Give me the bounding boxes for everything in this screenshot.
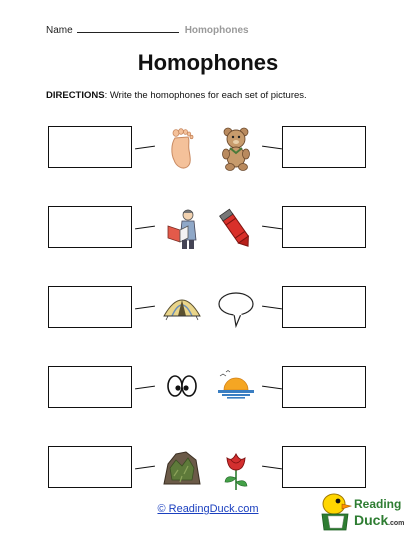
connector-line bbox=[135, 306, 155, 310]
sunset-icon bbox=[216, 366, 256, 412]
connector-line bbox=[262, 466, 282, 470]
rock-icon bbox=[162, 446, 202, 492]
copyright-link[interactable]: © ReadingDuck.com bbox=[157, 503, 259, 515]
directions-label: DIRECTIONS bbox=[46, 90, 105, 101]
header-subtitle: Homophones bbox=[184, 25, 249, 36]
connector-line bbox=[262, 226, 282, 230]
connector-line bbox=[135, 466, 155, 470]
answer-box-left-5[interactable] bbox=[48, 446, 132, 488]
connector-line bbox=[262, 146, 282, 150]
rose-icon bbox=[216, 446, 256, 492]
reading-person-icon bbox=[162, 206, 202, 252]
answer-box-right-1[interactable] bbox=[282, 126, 366, 168]
homophone-row-2 bbox=[0, 206, 416, 252]
logo-word-reading: Reading bbox=[354, 497, 402, 511]
name-line[interactable] bbox=[77, 24, 179, 33]
eyes-icon bbox=[162, 366, 202, 412]
directions bbox=[46, 90, 307, 101]
connector-line bbox=[135, 386, 155, 390]
page-title: Homophones bbox=[137, 50, 279, 75]
homophone-row-4 bbox=[0, 366, 416, 412]
name-label: Name bbox=[46, 25, 73, 36]
red-crayon-icon bbox=[216, 206, 256, 252]
homophone-row-1 bbox=[0, 126, 416, 172]
homophone-row-3 bbox=[0, 286, 416, 332]
foot-icon bbox=[162, 126, 202, 172]
directions-text: : Write the homophones for each set of pictures. bbox=[104, 90, 307, 101]
tent-icon bbox=[162, 286, 202, 332]
answer-box-left-4[interactable] bbox=[48, 366, 132, 408]
connector-line bbox=[135, 226, 155, 230]
answer-box-right-2[interactable] bbox=[282, 206, 366, 248]
answer-box-right-4[interactable] bbox=[282, 366, 366, 408]
teddy-bear-icon bbox=[216, 126, 256, 172]
answer-box-right-5[interactable] bbox=[282, 446, 366, 488]
speech-bubble-icon bbox=[216, 286, 256, 332]
logo-word-duck: Duck bbox=[354, 512, 389, 528]
connector-line bbox=[262, 306, 282, 310]
logo-word-suffix: .com bbox=[388, 520, 405, 527]
reading-duck-logo bbox=[318, 486, 410, 534]
answer-box-left-1[interactable] bbox=[48, 126, 132, 168]
connector-line bbox=[262, 386, 282, 390]
answer-box-left-2[interactable] bbox=[48, 206, 132, 248]
answer-box-left-3[interactable] bbox=[48, 286, 132, 328]
answer-box-right-3[interactable] bbox=[282, 286, 366, 328]
name-header bbox=[46, 24, 249, 36]
connector-line bbox=[135, 146, 155, 150]
